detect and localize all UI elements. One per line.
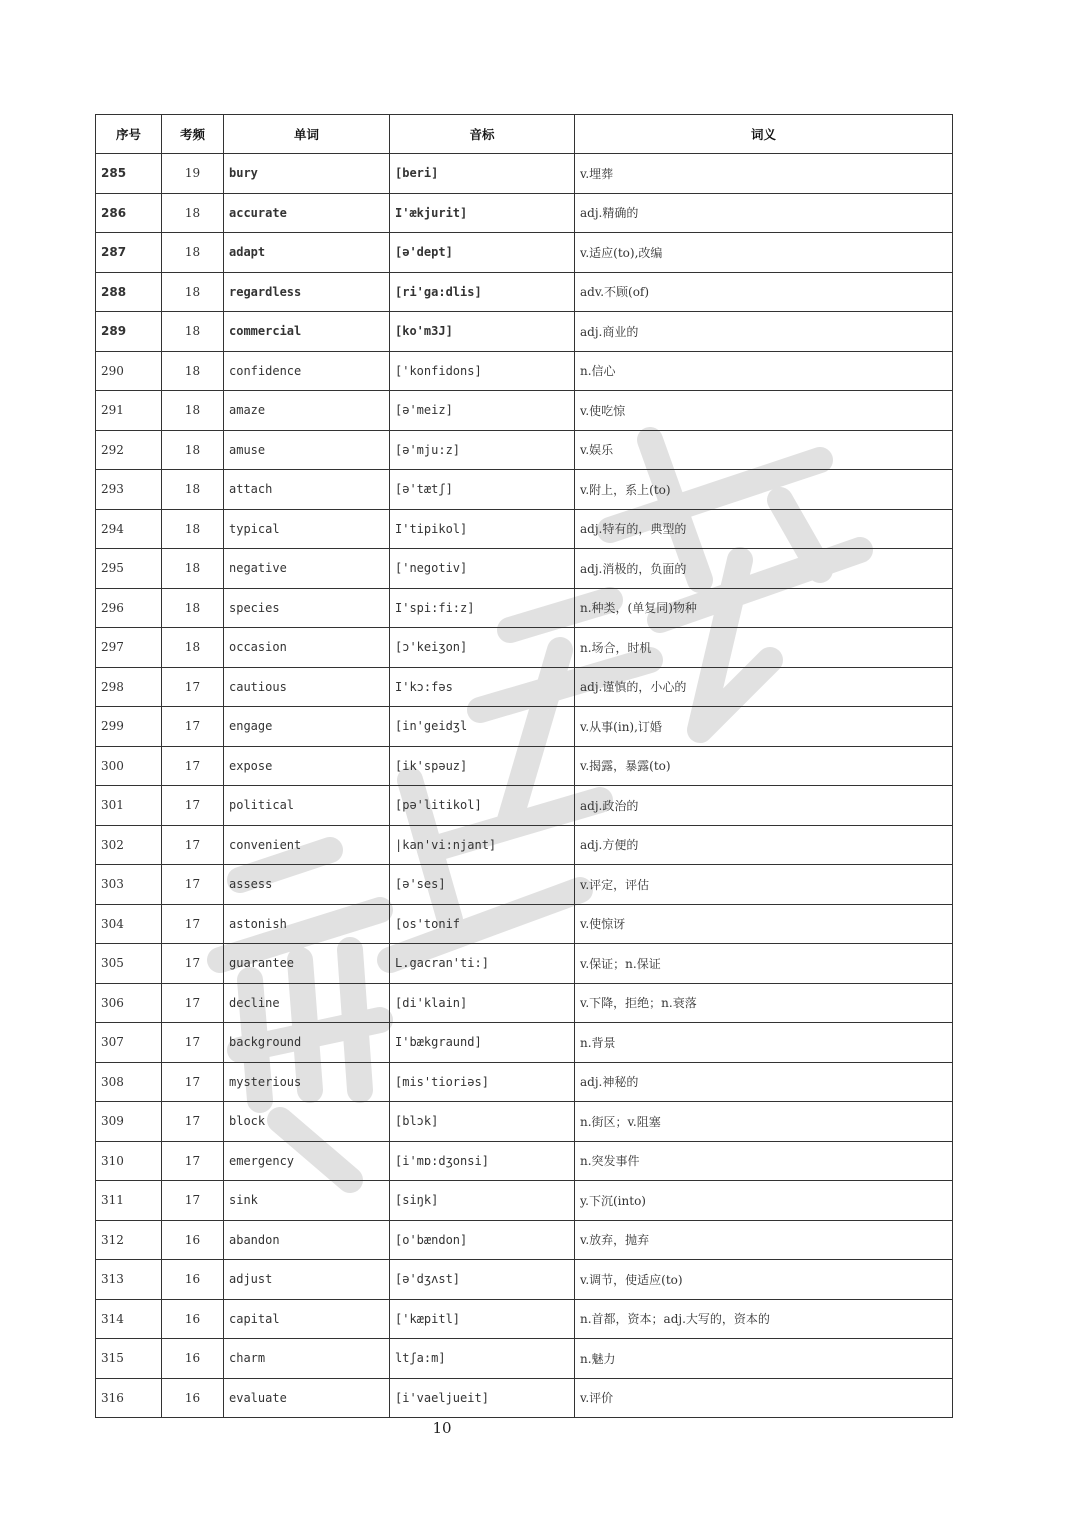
cell-frequency: 18 [162, 470, 224, 510]
cell-index: 316 [96, 1378, 162, 1418]
cell-word: adjust [224, 1260, 390, 1300]
cell-index: 305 [96, 944, 162, 984]
cell-frequency: 18 [162, 193, 224, 233]
cell-meaning: adj.精确的 [575, 193, 953, 233]
cell-index: 291 [96, 391, 162, 431]
cell-frequency: 17 [162, 904, 224, 944]
cell-index: 301 [96, 786, 162, 826]
cell-phonetic: I'tipikol] [390, 509, 575, 549]
cell-frequency: 18 [162, 272, 224, 312]
cell-frequency: 18 [162, 588, 224, 628]
cell-meaning: v.评定，评估 [575, 865, 953, 905]
cell-meaning: n.种类，(单复同)物种 [575, 588, 953, 628]
cell-word: amuse [224, 430, 390, 470]
cell-meaning: v.保证；n.保证 [575, 944, 953, 984]
cell-word: accurate [224, 193, 390, 233]
cell-frequency: 17 [162, 746, 224, 786]
cell-index: 298 [96, 667, 162, 707]
cell-word: attach [224, 470, 390, 510]
table-row [96, 549, 953, 589]
table-row [96, 1260, 953, 1300]
table-row [96, 865, 953, 905]
cell-meaning: adj.方便的 [575, 825, 953, 865]
table-row [96, 628, 953, 668]
cell-meaning: n.信心 [575, 351, 953, 391]
cell-phonetic: [ko'm3J] [390, 312, 575, 352]
cell-frequency: 17 [162, 1062, 224, 1102]
cell-phonetic: [in'geidʒl [390, 707, 575, 747]
cell-frequency: 18 [162, 391, 224, 431]
cell-phonetic: [ə'mju:z] [390, 430, 575, 470]
table-row [96, 391, 953, 431]
table-header-row [96, 115, 953, 154]
cell-word: evaluate [224, 1378, 390, 1418]
table-row [96, 193, 953, 233]
cell-frequency: 17 [162, 1102, 224, 1142]
header-meaning: 词义 [575, 115, 953, 154]
cell-index: 286 [96, 193, 162, 233]
cell-frequency: 17 [162, 1141, 224, 1181]
header-word: 单词 [224, 115, 390, 154]
cell-meaning: n.场合，时机 [575, 628, 953, 668]
cell-phonetic: [pə'litikol] [390, 786, 575, 826]
cell-index: 314 [96, 1299, 162, 1339]
cell-index: 285 [96, 154, 162, 194]
table-row [96, 588, 953, 628]
cell-meaning: adj.神秘的 [575, 1062, 953, 1102]
cell-index: 289 [96, 312, 162, 352]
cell-phonetic: [siŋk] [390, 1181, 575, 1221]
cell-phonetic: [i'vaeljueit] [390, 1378, 575, 1418]
cell-phonetic: L.gacran'ti:] [390, 944, 575, 984]
cell-index: 307 [96, 1023, 162, 1063]
cell-meaning: adj.特有的，典型的 [575, 509, 953, 549]
table-row [96, 944, 953, 984]
cell-word: species [224, 588, 390, 628]
cell-word: astonish [224, 904, 390, 944]
cell-phonetic: [ə'tætʃ] [390, 470, 575, 510]
cell-word: political [224, 786, 390, 826]
cell-frequency: 17 [162, 1023, 224, 1063]
table-row [96, 786, 953, 826]
table-row [96, 1181, 953, 1221]
table-row [96, 233, 953, 273]
cell-meaning: v.下降，拒绝；n.衰落 [575, 983, 953, 1023]
table-row [96, 1062, 953, 1102]
cell-phonetic: I'ækjurit] [390, 193, 575, 233]
cell-frequency: 18 [162, 351, 224, 391]
cell-index: 293 [96, 470, 162, 510]
table-row [96, 1023, 953, 1063]
table-row [96, 312, 953, 352]
cell-word: charm [224, 1339, 390, 1379]
cell-phonetic: [ə'ses] [390, 865, 575, 905]
table-row [96, 1339, 953, 1379]
cell-phonetic: [ik'spəuz] [390, 746, 575, 786]
cell-frequency: 17 [162, 786, 224, 826]
table-row [96, 1141, 953, 1181]
cell-phonetic: [o'bændon] [390, 1220, 575, 1260]
table-row [96, 904, 953, 944]
page-number: 10 [432, 1419, 452, 1437]
cell-phonetic: I'bækgraund] [390, 1023, 575, 1063]
cell-frequency: 17 [162, 944, 224, 984]
cell-frequency: 16 [162, 1260, 224, 1300]
cell-meaning: v.适应(to),改编 [575, 233, 953, 273]
cell-word: amaze [224, 391, 390, 431]
cell-frequency: 16 [162, 1299, 224, 1339]
table-row [96, 707, 953, 747]
cell-meaning: adj.谨慎的，小心的 [575, 667, 953, 707]
cell-phonetic: |kan'vi:njant] [390, 825, 575, 865]
cell-index: 299 [96, 707, 162, 747]
cell-word: sink [224, 1181, 390, 1221]
cell-word: cautious [224, 667, 390, 707]
table-row [96, 154, 953, 194]
table-row [96, 1299, 953, 1339]
cell-word: mysterious [224, 1062, 390, 1102]
cell-index: 302 [96, 825, 162, 865]
cell-word: typical [224, 509, 390, 549]
vocabulary-table [95, 114, 953, 1418]
cell-meaning: n.魅力 [575, 1339, 953, 1379]
cell-phonetic: ['konfidons] [390, 351, 575, 391]
cell-meaning: v.放弃，抛弃 [575, 1220, 953, 1260]
cell-meaning: adj.消极的，负面的 [575, 549, 953, 589]
cell-phonetic: [ə'dʒʌst] [390, 1260, 575, 1300]
cell-meaning: adj.政治的 [575, 786, 953, 826]
cell-meaning: v.埋葬 [575, 154, 953, 194]
cell-word: regardless [224, 272, 390, 312]
cell-index: 294 [96, 509, 162, 549]
cell-meaning: adj.商业的 [575, 312, 953, 352]
cell-word: assess [224, 865, 390, 905]
cell-meaning: v.附上，系上(to) [575, 470, 953, 510]
cell-word: expose [224, 746, 390, 786]
cell-meaning: n.突发事件 [575, 1141, 953, 1181]
cell-phonetic: [ɔ'keiʒon] [390, 628, 575, 668]
table-row [96, 1102, 953, 1142]
cell-phonetic: [beri] [390, 154, 575, 194]
cell-frequency: 17 [162, 1181, 224, 1221]
cell-index: 295 [96, 549, 162, 589]
cell-frequency: 19 [162, 154, 224, 194]
cell-frequency: 16 [162, 1339, 224, 1379]
cell-word: bury [224, 154, 390, 194]
cell-meaning: y.下沉(into) [575, 1181, 953, 1221]
cell-word: decline [224, 983, 390, 1023]
cell-frequency: 16 [162, 1378, 224, 1418]
cell-phonetic: [os'tonif [390, 904, 575, 944]
cell-index: 306 [96, 983, 162, 1023]
cell-meaning: v.使惊讶 [575, 904, 953, 944]
cell-frequency: 18 [162, 509, 224, 549]
cell-phonetic: [blɔk] [390, 1102, 575, 1142]
cell-phonetic: [i'mɒ:dʒonsi] [390, 1141, 575, 1181]
cell-frequency: 17 [162, 707, 224, 747]
cell-index: 297 [96, 628, 162, 668]
table-row [96, 825, 953, 865]
cell-meaning: n.街区；v.阻塞 [575, 1102, 953, 1142]
cell-word: capital [224, 1299, 390, 1339]
cell-frequency: 17 [162, 825, 224, 865]
cell-word: convenient [224, 825, 390, 865]
cell-index: 303 [96, 865, 162, 905]
cell-frequency: 18 [162, 233, 224, 273]
table-body [96, 154, 953, 1418]
cell-word: negative [224, 549, 390, 589]
cell-index: 313 [96, 1260, 162, 1300]
header-index: 序号 [96, 115, 162, 154]
table-row [96, 1220, 953, 1260]
cell-word: confidence [224, 351, 390, 391]
table-row [96, 470, 953, 510]
cell-index: 304 [96, 904, 162, 944]
cell-phonetic: [ə'meiz] [390, 391, 575, 431]
header-phonetic: 音标 [390, 115, 575, 154]
cell-word: adapt [224, 233, 390, 273]
cell-index: 310 [96, 1141, 162, 1181]
cell-word: commercial [224, 312, 390, 352]
cell-frequency: 17 [162, 865, 224, 905]
cell-frequency: 17 [162, 983, 224, 1023]
header-frequency: 考频 [162, 115, 224, 154]
cell-phonetic: ['negotiv] [390, 549, 575, 589]
table-row [96, 1378, 953, 1418]
cell-index: 296 [96, 588, 162, 628]
table-row [96, 509, 953, 549]
cell-word: background [224, 1023, 390, 1063]
cell-frequency: 18 [162, 430, 224, 470]
cell-phonetic: ltʃa:m] [390, 1339, 575, 1379]
cell-index: 287 [96, 233, 162, 273]
table-row [96, 430, 953, 470]
cell-phonetic: I'kɔ:fəs [390, 667, 575, 707]
cell-index: 290 [96, 351, 162, 391]
cell-index: 311 [96, 1181, 162, 1221]
cell-meaning: v.从事(in),订婚 [575, 707, 953, 747]
cell-index: 292 [96, 430, 162, 470]
cell-frequency: 17 [162, 667, 224, 707]
cell-phonetic: [di'klain] [390, 983, 575, 1023]
cell-word: emergency [224, 1141, 390, 1181]
cell-word: guarantee [224, 944, 390, 984]
cell-frequency: 16 [162, 1220, 224, 1260]
cell-index: 309 [96, 1102, 162, 1142]
cell-word: occasion [224, 628, 390, 668]
table-row [96, 272, 953, 312]
cell-phonetic: [ri'ga:dlis] [390, 272, 575, 312]
cell-phonetic: ['kæpitl] [390, 1299, 575, 1339]
table-row [96, 746, 953, 786]
cell-index: 315 [96, 1339, 162, 1379]
cell-frequency: 18 [162, 549, 224, 589]
cell-meaning: adv.不顾(of) [575, 272, 953, 312]
cell-meaning: v.调节，使适应(to) [575, 1260, 953, 1300]
cell-index: 300 [96, 746, 162, 786]
cell-frequency: 18 [162, 628, 224, 668]
table-row [96, 667, 953, 707]
cell-meaning: v.揭露，暴露(to) [575, 746, 953, 786]
cell-meaning: n.背景 [575, 1023, 953, 1063]
cell-meaning: v.评价 [575, 1378, 953, 1418]
table-row [96, 983, 953, 1023]
cell-frequency: 18 [162, 312, 224, 352]
cell-meaning: n.首都，资本；adj.大写的，资本的 [575, 1299, 953, 1339]
cell-word: block [224, 1102, 390, 1142]
table-row [96, 351, 953, 391]
cell-phonetic: [mis'tioriəs] [390, 1062, 575, 1102]
cell-meaning: v.娱乐 [575, 430, 953, 470]
cell-index: 312 [96, 1220, 162, 1260]
cell-word: engage [224, 707, 390, 747]
cell-phonetic: [ə'dept] [390, 233, 575, 273]
cell-word: abandon [224, 1220, 390, 1260]
cell-index: 308 [96, 1062, 162, 1102]
cell-meaning: v.使吃惊 [575, 391, 953, 431]
cell-index: 288 [96, 272, 162, 312]
cell-phonetic: I'spi:fi:z] [390, 588, 575, 628]
